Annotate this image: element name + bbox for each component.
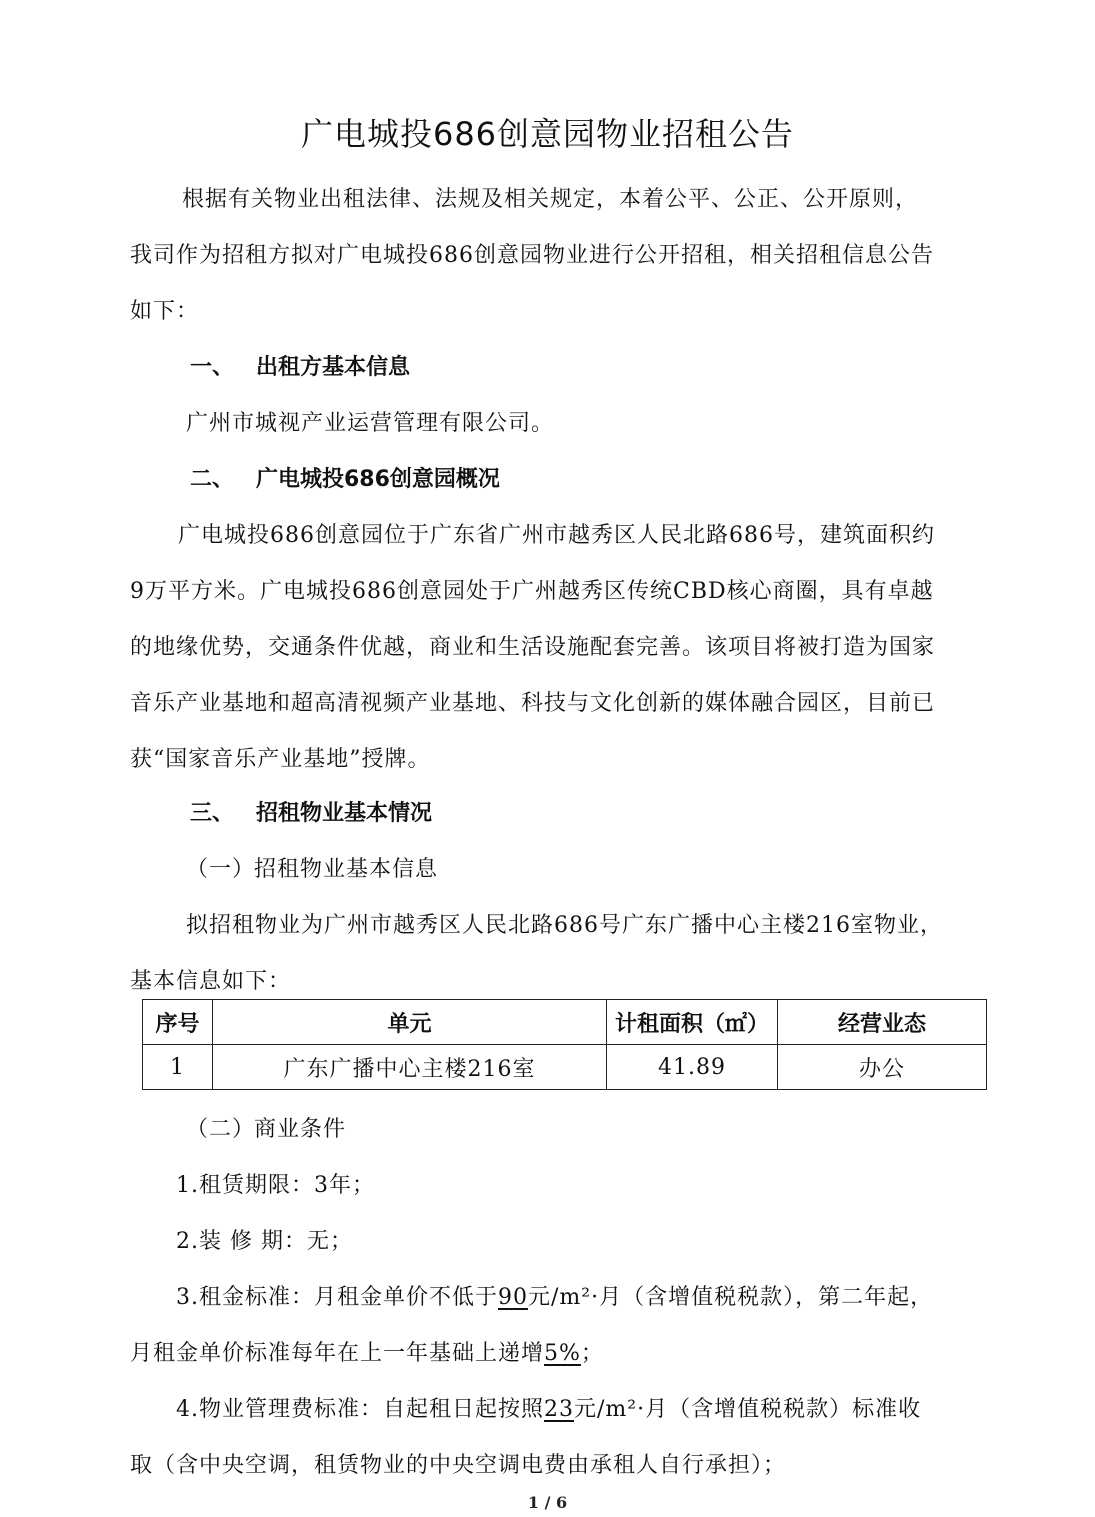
rent-increase-post: ； [580,1341,604,1366]
rent-increase-rate: 5% [544,1341,581,1366]
rent-price: 90 [498,1285,528,1310]
table-cell-unit: 广东广播中心主楼216室 [213,1045,607,1090]
section-2-number: 二、 [190,467,235,492]
intro-line-2: 我司作为招租方拟对广电城投686创意园物业进行公开招租，相关招租信息公告 [130,243,934,268]
table-header-index: 序号 [143,1000,213,1045]
condition-lease-term: 1.租赁期限：3年； [176,1173,375,1198]
section-3-heading [190,799,432,829]
subsection-2-number: （二） [186,1117,256,1142]
subsection-1-line-1: 拟招租物业为广州市越秀区人民北路686号广东广播中心主楼216室物业， [186,913,943,938]
section-2-line-1: 广电城投686创意园位于广东省广州市越秀区人民北路686号，建筑面积约 [178,523,935,548]
intro-line-3: 如下： [130,299,200,324]
table-header-area: 计租面积（㎡） [607,1000,778,1045]
rent-increase-pre: 月租金单价标准每年在上一年基础上递增 [130,1341,545,1366]
section-2-line-3: 的地缘优势，交通条件优越，商业和生活设施配套完善。该项目将被打造为国家 [130,635,936,660]
subsection-1-number: （一） [186,857,256,882]
section-1-body: 广州市城视产业运营管理有限公司。 [186,411,555,436]
section-1-title: 出租方基本信息 [256,355,411,380]
table-header-unit: 单元 [213,1000,607,1045]
condition-rent-line-2 [130,1339,604,1369]
fee-amount: 23 [544,1397,574,1422]
table-row [143,1045,987,1090]
section-3-number: 三、 [190,801,235,826]
table-cell-usage: 办公 [778,1045,987,1090]
subsection-1-line-2: 基本信息如下： [130,969,292,994]
rent-text-post: 元/m²·月（含增值税税款），第二年起， [528,1285,934,1310]
table-header-usage: 经营业态 [778,1000,987,1045]
table-cell-index: 1 [143,1045,213,1090]
subsection-2-title: 商业条件 [254,1117,347,1142]
section-2-line-5: 获“国家音乐产业基地”授牌。 [130,747,431,772]
section-1-heading [190,353,410,383]
section-2-heading [190,465,500,495]
condition-rent-line-1 [176,1283,933,1313]
table-cell-area: 41.89 [607,1045,778,1090]
section-2-line-2: 9万平方米。广电城投686创意园处于广州越秀区传统CBD核心商圈，具有卓越 [130,579,934,604]
page-title: 广电城投686创意园物业招租公告 [300,115,795,153]
section-3-title: 招租物业基本情况 [256,801,433,826]
condition-renovation-period: 2.装 修 期：无； [176,1229,353,1254]
subsection-1-heading [186,855,438,885]
section-2-title: 广电城投686创意园概况 [256,467,500,492]
section-1-number: 一、 [190,355,235,380]
fee-text-pre: 4.物业管理费标准：自起租日起按照 [176,1397,544,1422]
fee-text-post: 元/m²·月（含增值税税款）标准收 [574,1397,922,1422]
condition-fee-line-1 [176,1395,921,1425]
page-number: 1 / 6 [527,1493,568,1512]
table-header-row [143,1000,987,1045]
intro-line-1: 根据有关物业出租法律、法规及相关规定，本着公平、公正、公开原则， [182,187,919,212]
subsection-2-heading [186,1115,346,1145]
property-table [142,999,987,1090]
condition-fee-line-2: 取（含中央空调，租赁物业的中央空调电费由承租人自行承担）； [130,1453,787,1478]
subsection-1-title: 招租物业基本信息 [254,857,439,882]
rent-text-pre: 3.租金标准：月租金单价不低于 [176,1285,498,1310]
section-2-line-4: 音乐产业基地和超高清视频产业基地、科技与文化创新的媒体融合园区，目前已 [130,691,936,716]
